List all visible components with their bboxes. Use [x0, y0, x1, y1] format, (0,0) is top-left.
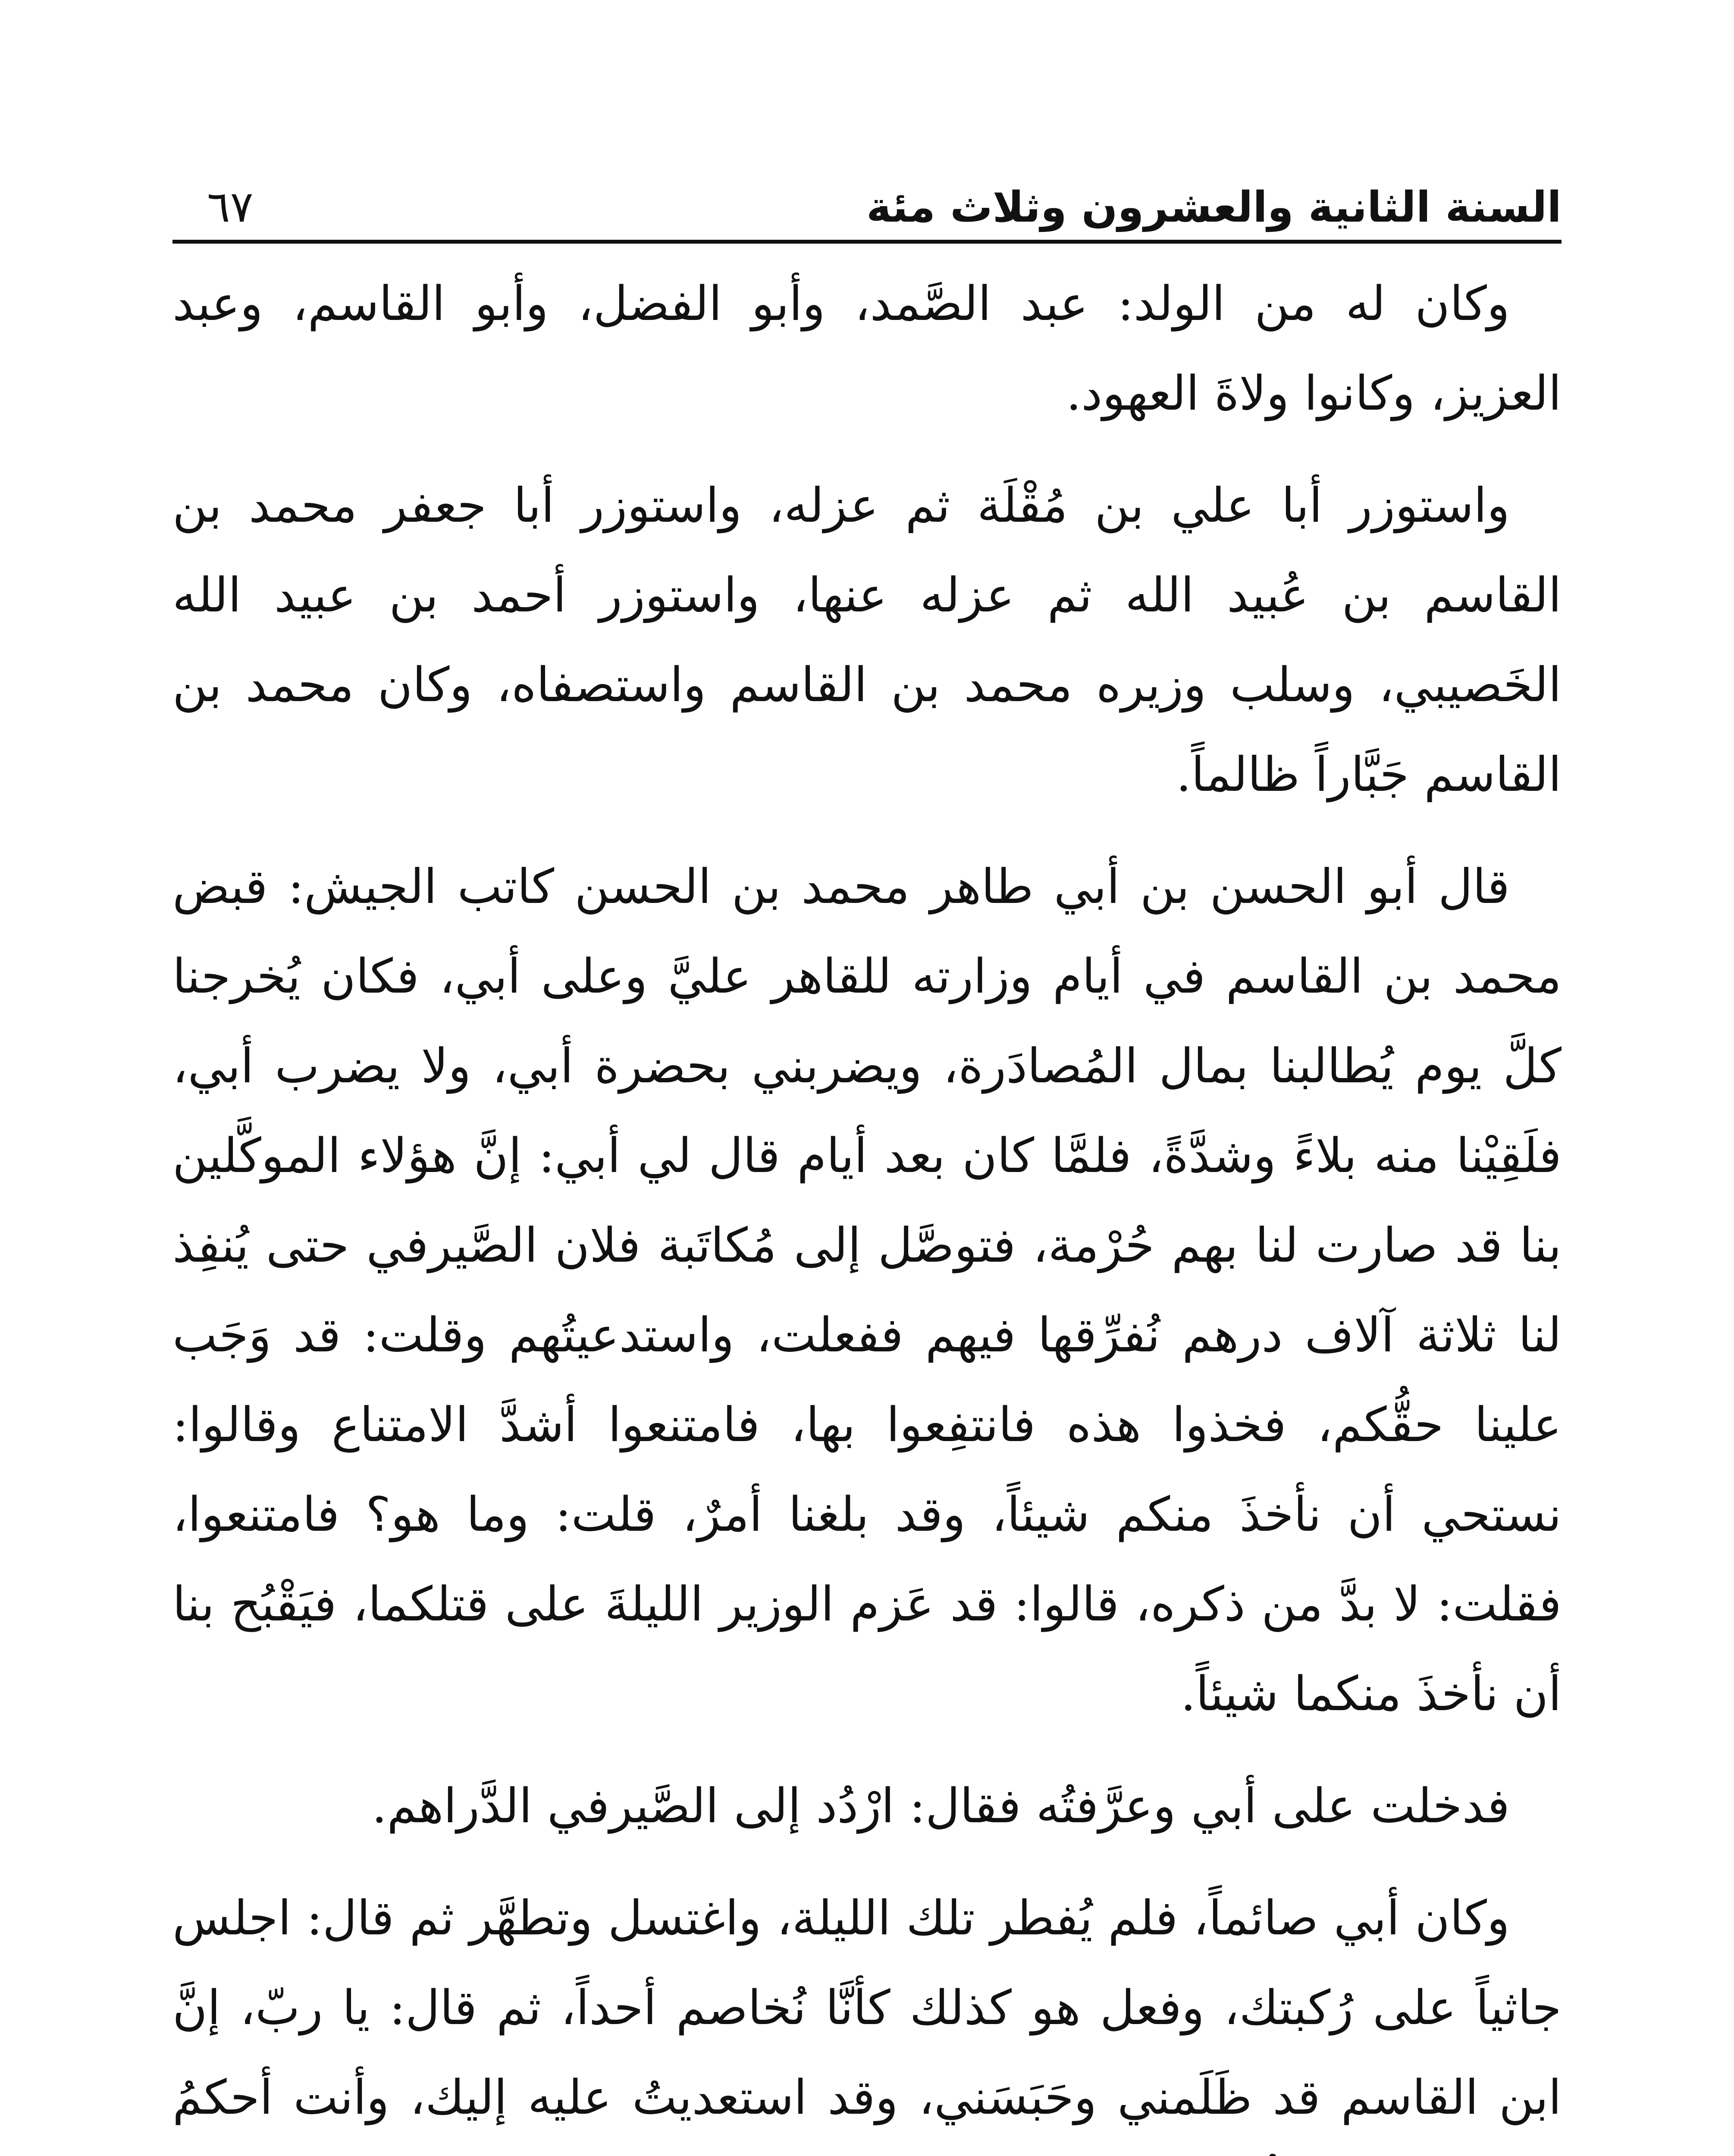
- page-number: ٦٧: [207, 182, 254, 232]
- paragraph: واستوزر أبا علي بن مُقْلَة ثم عزله، واستوزر أبا جعفر محمد بن القاسم بن عُبيد الله ثم عزله عنها، واستوزر أحمد بن عبيد الله الخَصيبي، وسلب وزيره محمد بن القاسم واستصفاه، وكان محمد بن القاسم جَبَّاراً ظالماً.: [172, 478, 1562, 802]
- header-divider: [172, 240, 1562, 244]
- paragraph: قال أبو الحسن بن أبي طاهر محمد بن الحسن كاتب الجيش: قبض محمد بن القاسم في أيام وزارته للقاهر عليَّ وعلى أبي، فكان يُخرجنا كلَّ يوم يُطالبنا بمال المُصادَرة، ويضربني بحضرة أبي، ولا يضرب أبي، فلَقِيْنا منه بلاءً وشدَّةً، فلمَّا كان بعد أيام قال لي أبي: إنَّ هؤلاء الموكَّلين بنا قد صارت لنا بهم حُرْمة، فتوصَّل إلى مُكاتَبة فلان الصَّيرفي حتى يُنفِذ لنا ثلاثة آلاف درهم نُفرِّقها فيهم ففعلت، واستدعيتُهم وقلت: قد وَجَب علينا حقُّكم، فخذوا هذه فانتفِعوا بها، فامتنعوا أشدَّ الامتناع وقالوا: نستحي أن نأخذَ منكم شيئاً، وقد بلغنا أمرٌ، قلت: وما هو؟ فامتنعوا، فقلت: لا بدَّ من ذكره، قالوا: قد عَزم الوزير الليلةَ على قتلكما، فيَقْبُح بنا أن نأخذَ منكما شيئاً.: [172, 859, 1562, 1721]
- page-header: [172, 155, 1562, 241]
- running-title: السنة الثانية والعشرون وثلاث مئة: [866, 183, 1562, 232]
- paragraph: وكان له من الولد: عبد الصَّمد، وأبو الفضل، وأبو القاسم، وعبد العزيز، وكانوا ولاةَ العهود.: [172, 276, 1562, 421]
- main-text: [172, 259, 1562, 2156]
- paragraph: وكان أبي صائماً، فلم يُفطر تلك الليلة، واغتسل وتطهَّر ثم قال: اجلس جاثياً على رُكبتك، وفعل هو كذلك كأنَّا نُخاصم أحداً، ثم قال: يا ربّ، إنَّ ابن القاسم قد ظَلَمني وحَبَسَني، وقد استعديتُ عليه إليك، وأنت أحكمُ: [172, 1890, 1562, 2125]
- paragraph: فدخلت على أبي وعرَّفتُه فقال: ارْدُد إلى الصَّيرفي الدَّراهم.: [372, 1778, 1510, 1833]
